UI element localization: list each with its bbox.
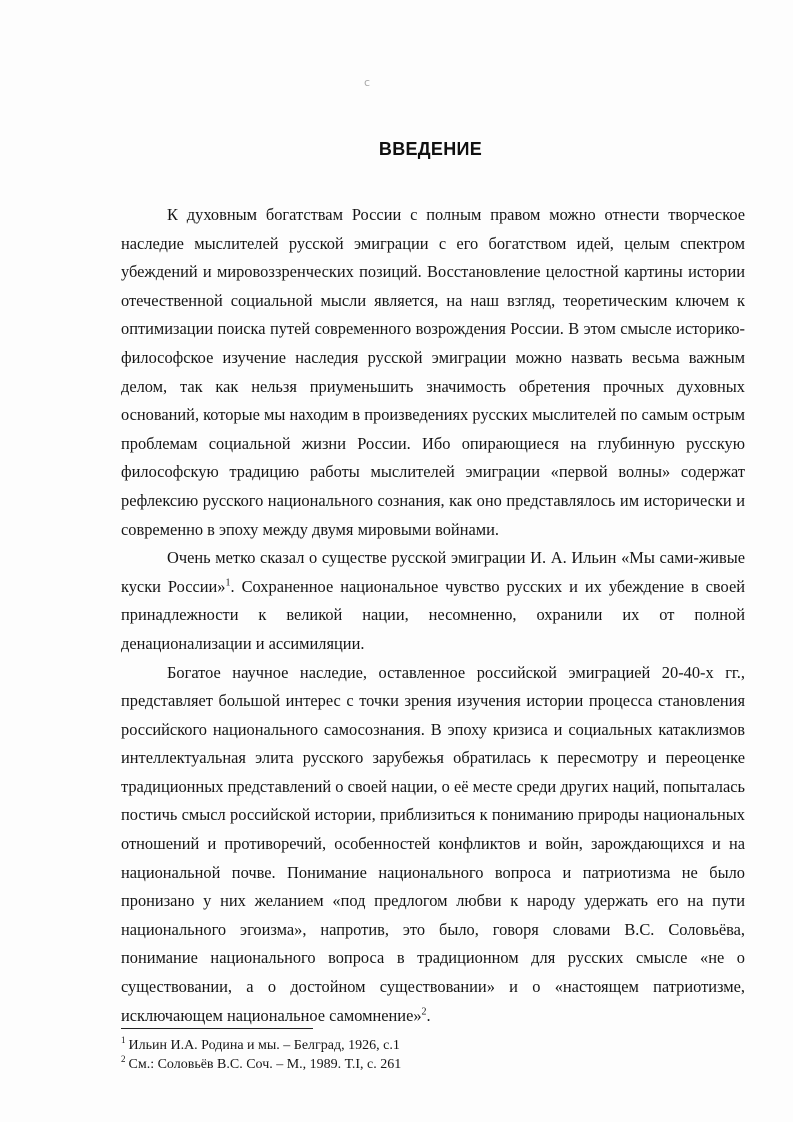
paragraph-text: . <box>426 1005 431 1025</box>
paragraph-heritage <box>121 659 745 1031</box>
footnote-number: 1 <box>121 1035 126 1046</box>
paragraph-intro <box>121 201 745 544</box>
paragraph-text: . Сохраненное национальное чувство русских и их убеждение в своей принадлежности к великой нации, несомненно, охранили их от полной денационализации и ассимиляции. <box>121 576 745 653</box>
paragraph-text: К духовным богатствам России с полным правом можно отнести творческое наследие мыслителей русской эмиграции с его богатством идей, целым спектром убеждений и мировоззренческих позиций. Восстановление целостной картины истории отечественной социальной мысли является, на наш взгляд, теоретическим ключем к оптимизации поиска путей современного возрождения России. В этом смысле историко-философское изучение наследия русской эмиграции можно назвать весьма важным делом, так как нельзя приуменьшить значимость обретения прочных духовных оснований, которые мы находим в произведениях русских мыслителей по самым острым проблемам социальной жизни России. Ибо опирающиеся на глубинную русскую философскую традицию работы мыслителей эмиграции «первой волны» содержат рефлексию русского национального сознания, как оно представлялось им исторически и современно в эпоху между двумя мировыми войнами. <box>121 205 745 539</box>
paragraph-text: Богатое научное наследие, оставленное российской эмиграцией 20-40-х гг., представляет большой интерес с точки зрения изучения истории процесса становления российского национального самосознания. В эпоху кризиса и социальных катаклизмов интеллектуальная элита русского зарубежья обратилась к пересмотру и переоценке традиционных представлений о своей нации, о её месте среди других наций, попыталась постичь смысл российской истории, приблизиться к пониманию природы национальных отношений и противоречий, особенностей конфликтов и войн, зарождающихся и на национальной почве. Понимание национального вопроса и патриотизма не было пронизано у них желанием «под предлогом любви к народу удержать его на пути национального эгоизма», напротив, это было, говоря словами В.С. Соловьёва, понимание национального вопроса в традиционном для русских смысле «не о существовании, а о достойном существовании» и о «настоящем патриотизме, исключающем национальное самомнение» <box>121 662 745 1025</box>
footnote-reference[interactable]: 2 <box>421 1006 427 1018</box>
footnote-text: См.: Соловьёв В.С. Соч. – М., 1989. Т.I, с. 261 <box>128 1057 402 1072</box>
body-text <box>121 201 745 1030</box>
page-title: ВВЕДЕНИЕ <box>378 139 483 159</box>
page-mark: с <box>364 76 371 89</box>
footnote-reference[interactable]: 1 <box>225 577 231 589</box>
footnote-divider <box>121 1028 313 1029</box>
footnote-1 <box>121 1036 745 1055</box>
paragraph-text: Очень метко сказал о существе русской эмиграции И. А. Ильин «Мы сами-живые куски России» <box>121 548 745 596</box>
footnotes <box>121 1036 745 1074</box>
footnote-number: 2 <box>121 1054 126 1065</box>
paragraph-ilyin-quote <box>121 544 745 658</box>
footnote-text: Ильин И.А. Родина и мы. – Белград, 1926, с.1 <box>128 1038 400 1053</box>
footnote-2 <box>121 1055 745 1074</box>
